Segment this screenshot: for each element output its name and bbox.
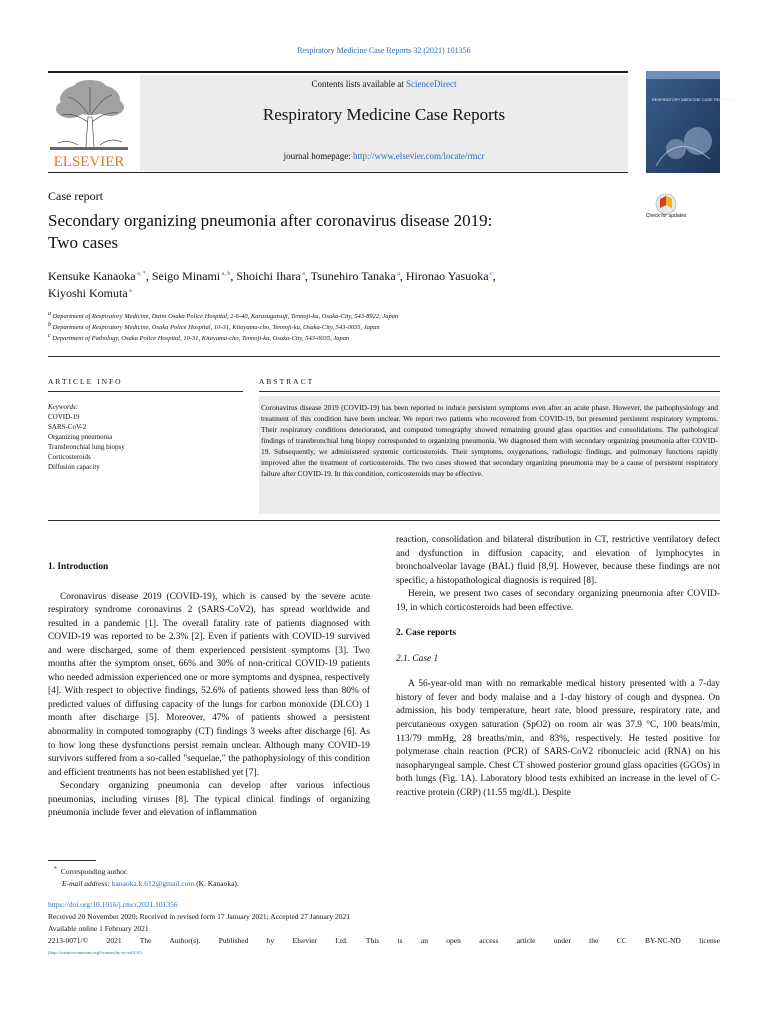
check-for-updates-badge[interactable] bbox=[645, 192, 687, 232]
author-affiliation-mark[interactable]: a bbox=[127, 288, 132, 294]
keyword-item: SARS-CoV-2 bbox=[48, 423, 87, 431]
abstract-rule bbox=[259, 391, 720, 392]
affiliation-item bbox=[48, 311, 668, 322]
email-link[interactable]: kanaoka.k.612@gmail.com bbox=[111, 879, 195, 888]
author-affiliation-mark[interactable]: a bbox=[395, 271, 400, 277]
contents-line bbox=[140, 79, 628, 89]
article-type: Case report bbox=[48, 189, 103, 203]
author-separator: , bbox=[492, 269, 496, 283]
author-separator: , bbox=[230, 269, 237, 283]
intro-heading: 1. Introduction bbox=[48, 562, 109, 572]
author-list bbox=[48, 268, 688, 302]
license-url[interactable]: (http://creativecommons.org/licenses/by-nc-nd/4.0/). bbox=[48, 950, 143, 955]
author-affiliation-mark[interactable]: c bbox=[488, 271, 493, 277]
author-affiliation-mark[interactable]: a, b bbox=[220, 271, 231, 277]
keywords-block bbox=[48, 402, 238, 472]
abstract-label: ABSTRACT bbox=[259, 377, 315, 386]
homepage-prefix: journal homepage: bbox=[283, 151, 354, 161]
license-text: 2213-0071/© 2021 The Author(s). Published by Elsevier Ltd. This is an open access article under the CC BY-NC-ND license bbox=[48, 936, 720, 945]
keyword-item: Corticosteroids bbox=[48, 453, 91, 461]
email-suffix: (K. Kanaoka). bbox=[194, 879, 239, 888]
case1-paragraph-1: A 56-year-old man with no remarkable medical history presented with a 7-day history of fever and body malaise and a 1-day history of cough and dyspnea. On admission, his body temperature, heart rate, blood pressure, respiratory rate, and percutaneous oxygen saturation (SpO2) on room air was 37.9 °C, 100 beats/min, 113/79 mmHg, 28 breaths/min, and 83%, respectively. He tested positive for polymerase chain reaction (PCR) of SARS-CoV2 ribonucleic acid (RNA) on his nasopharyngeal sample. Chest CT showed posterior ground glass opacities (GGOs) in both lungs (Fig. 1A). Laboratory blood tests exhibited an increase in the level of C-reactive protein (CRP) (11.55 mg/dL). Despite bbox=[396, 679, 720, 798]
running-head[interactable]: Respiratory Medicine Case Reports 32 (2021) 101356 bbox=[297, 46, 471, 55]
online-date: Available online 1 February 2021 bbox=[48, 924, 149, 933]
affiliation-text: Department of Respiratory Medicine, Osaka Police Hospital, 10-31, Kitayama-cho, Tennoji-ku, Osaka-City, 543-0035, Japan bbox=[51, 324, 380, 331]
corresponding-text: Corresponding author. bbox=[60, 867, 128, 876]
article-title bbox=[48, 210, 608, 254]
keyword-item: Organizing pneumonia bbox=[48, 433, 113, 441]
journal-cover-thumbnail[interactable] bbox=[646, 71, 734, 173]
keyword-list bbox=[48, 412, 238, 472]
sciencedirect-link[interactable]: ScienceDirect bbox=[406, 79, 457, 89]
author-name[interactable]: Kensuke Kanaoka bbox=[48, 269, 136, 283]
divider-bottom bbox=[48, 520, 720, 521]
author-separator: , bbox=[304, 269, 311, 283]
affiliation-mark: a bbox=[48, 310, 51, 317]
divider-top bbox=[48, 356, 720, 357]
cover-image-icon bbox=[646, 71, 734, 173]
affiliation-text: Department of Respiratory Medicine, Daini Osaka Police Hospital, 2-6-40, Karasugatsuji, Tennoji-ku, Osaka-City, 543-8922, Japan bbox=[51, 313, 399, 320]
elsevier-tree-icon bbox=[48, 77, 130, 169]
article-info-label: ARTICLE INFO bbox=[48, 377, 123, 386]
email-note bbox=[62, 878, 239, 889]
corresponding-note bbox=[54, 866, 128, 877]
title-line-1: Secondary organizing pneumonia after coronavirus disease 2019: bbox=[48, 211, 493, 230]
affiliation-list bbox=[48, 311, 668, 344]
affiliation-text: Department of Pathology, Osaka Police Hospital, 10-31, Kitayama-cho, Tennoji-ku, Osaka-City, 543-0035, Japan bbox=[50, 335, 350, 342]
homepage-line bbox=[140, 151, 628, 161]
journal-masthead bbox=[48, 71, 628, 173]
keywords-title: Keywords: bbox=[48, 403, 79, 411]
publisher-wordmark: ELSEVIER bbox=[53, 154, 125, 170]
keyword-item: Diffusion capacity bbox=[48, 463, 100, 471]
elsevier-logo bbox=[48, 77, 130, 169]
check-updates-label: Check for updates bbox=[645, 213, 687, 219]
right-column bbox=[396, 534, 720, 800]
author-affiliation-mark[interactable]: a, * bbox=[135, 271, 146, 277]
corresponding-mark: * bbox=[54, 866, 57, 873]
affiliation-item bbox=[48, 322, 668, 333]
cover-title: RESPIRATORY MEDICINE CASE REPORTS bbox=[652, 97, 734, 102]
author-affiliation-mark[interactable]: a bbox=[300, 271, 305, 277]
author-name[interactable]: Seigo Minami bbox=[151, 269, 221, 283]
keyword-item: COVID-19 bbox=[48, 413, 80, 421]
keyword-item: Transbronchial lung biopsy bbox=[48, 443, 125, 451]
masthead-bottom-rule bbox=[48, 172, 628, 173]
check-updates-icon bbox=[645, 192, 687, 232]
author-name[interactable]: Shoichi Ihara bbox=[236, 269, 301, 283]
intro-paragraph-3: Herein, we present two cases of secondary organizing pneumonia after COVID-19, in which corticosteroids had been effective. bbox=[396, 589, 720, 613]
author-name[interactable]: Kiyoshi Komuta bbox=[48, 286, 128, 300]
case-reports-heading: 2. Case reports bbox=[396, 628, 456, 639]
journal-title: Respiratory Medicine Case Reports bbox=[262, 105, 506, 124]
title-line-2: Two cases bbox=[48, 233, 119, 252]
affiliation-item bbox=[48, 333, 668, 344]
intro-paragraph-1: Coronavirus disease 2019 (COVID-19), which is caused by the severe acute respiratory syndrome coronavirus 2 (SARS-CoV2), has spread worldwide and resulted in a pandemic [1]. The overall fatality rate of patients diagnosed with COVID-19 was reported to be 2.3% [2]. Even if patients with COVID-19 survived and were discharged, some of them experienced persistent symptoms [3]. Two months after the symptom onset, 66% and 30% of non-critical COVID-19 patients who needed admission experienced one or more symptoms and dyspnea, respectively [4]. With respect to objective findings, 52.6% of patients showed less than 80% of predicted values of diffusing capacity of the lungs for carbon monoxide (DLCO) 1 month after discharge [5]. Moreover, 47% of patients showed a persistent abnormality in computed tomography (CT) findings 3 weeks after discharge [6]. As to how long these dysfunctions persist remain unclear. Although many COVID-19 survivors suffered from a so-called "sequelae," the pathophysiology of this condition and efficient treatments has not been established yet [7]. bbox=[48, 591, 370, 778]
intro-paragraph-2: Secondary organizing pneumonia can develop after various infectious pneumonias, including viruses [8]. The typical clinical findings of organizing pneumonia include fever and elevation of inflammation bbox=[48, 781, 370, 819]
affiliation-mark: c bbox=[48, 332, 51, 339]
doi-link[interactable]: https://doi.org/10.1016/j.rmcr.2021.101356 bbox=[48, 900, 178, 909]
author-separator: , bbox=[145, 269, 152, 283]
author-separator: , bbox=[399, 269, 406, 283]
author-name[interactable]: Tsunehiro Tanaka bbox=[310, 269, 396, 283]
email-label: E-mail address: bbox=[62, 879, 112, 888]
case1-heading: 2.1. Case 1 bbox=[396, 653, 439, 664]
received-dates: Received 20 November 2020; Received in revised form 17 January 2021; Accepted 27 January 2021 bbox=[48, 912, 350, 921]
masthead-top-rule bbox=[48, 71, 628, 73]
contents-prefix: Contents lists available at bbox=[311, 79, 406, 89]
homepage-link[interactable]: http://www.elsevier.com/locate/rmcr bbox=[353, 151, 485, 161]
abstract-text: Coronavirus disease 2019 (COVID-19) has been reported to induce persistent symptoms even after an acute phase. However, the pathophysiology and treatment of this condition have been unclear. We report two patients who recovered from COVID-19, but presented persistent respiratory symptoms. Their respiratory conditions deteriorated, and computed tomography showed remaining ground glass opacities and consolidations. The pathological findings of transbronchial lung biopsy corresponded to organizing pneumonia. We diagnosed them with secondary organizing pneumonia after COVID-19. Subsequently, we administered systemic corticosteroids. Their symptoms, oxygenations, radiologic findings, and pulmonary functions rapidly improved after the treatment of corticosteroids. The two cases showed that secondary organizing pneumonia may be a cause of persistent respiratory failure after COVID-19. In this condition, corticosteroids may be effective. bbox=[261, 403, 718, 478]
left-column bbox=[48, 561, 370, 821]
article-info-rule bbox=[48, 391, 243, 392]
intro-paragraph-1-continued: reaction, consolidation and bilateral distribution in CT, restrictive ventilatory defect and dysfunction in diffusion capacity, and elevation of lymphocytes in bronchoalveolar lavage (BAL) fluid [8,9]. However, because these findings are not specific, a histopathological diagnosis is required [8]. bbox=[396, 535, 720, 586]
affiliation-mark: b bbox=[48, 321, 51, 328]
author-name[interactable]: Hironao Yasuoka bbox=[405, 269, 489, 283]
footnote-rule bbox=[48, 860, 96, 861]
